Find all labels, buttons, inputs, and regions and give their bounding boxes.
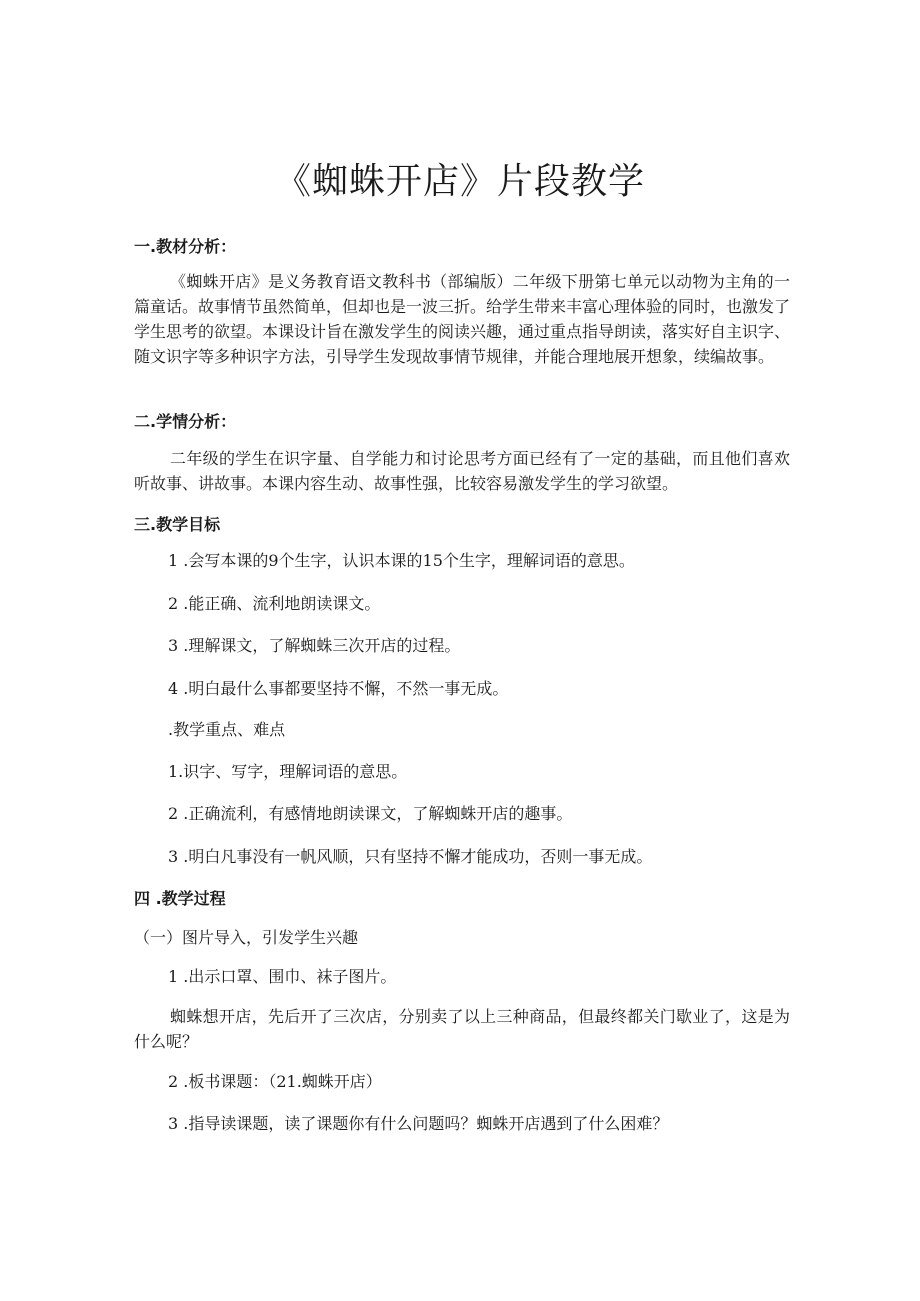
section-heading-textbook-analysis: 一.教材分析： bbox=[134, 237, 237, 256]
section-heading-teaching-process: 四 .教学过程 bbox=[134, 889, 226, 908]
process-item-2: 2 .板书课题：（21.蜘蛛开店） bbox=[168, 1072, 382, 1091]
key-point-item-3: 3 .明白凡事没有一帆风顺，只有坚持不懈才能成功，否则一事无成。 bbox=[168, 847, 653, 866]
paragraph-student-analysis: 二年级的学生在识字量、自学能力和讨论思考方面已经有了一定的基础，而且他们喜欢听故事、讲故事。本课内容生动、故事性强，比较容易激发学生的学习欲望。 bbox=[134, 449, 790, 493]
section-heading-key-points: .教学重点、难点 bbox=[168, 720, 286, 739]
paragraph-process: 蜘蛛想开店，先后开了三次店，分别卖了以上三种商品，但最终都关门歇业了，这是为什么呢？ bbox=[134, 1007, 790, 1051]
key-point-item-2: 2 .正确流利，有感情地朗读课文，了解蜘蛛开店的趣事。 bbox=[168, 804, 573, 823]
process-subheading-1: （一）图片导入，引发学生兴趣 bbox=[134, 928, 359, 947]
process-item-3: 3 .指导读课题，读了课题你有什么问题吗？蜘蛛开店遇到了什么困难？ bbox=[168, 1114, 669, 1133]
section-heading-student-analysis: 二.学情分析： bbox=[134, 412, 237, 431]
goal-item-3: 3 .理解课文，了解蜘蛛三次开店的过程。 bbox=[168, 636, 461, 655]
paragraph-textbook-analysis: 《蜘蛛开店》是义务教育语文教科书（部编版）二年级下册第七单元以动物为主角的一篇童话。故事情节虽然简单，但却也是一波三折。给学生带来丰富心理体验的同时，也激发了学生思考的欲望。本课设计旨在激发学生的阅读兴趣，通过重点指导朗读，落实好自主识字、随文识字等多种识字方法，引导学生发现故事情节规律，并能合理地展开想象，续编故事。 bbox=[134, 272, 791, 366]
goal-item-2: 2 .能正确、流利地朗读课文。 bbox=[168, 594, 381, 613]
process-item-1: 1 .出示口罩、围巾、袜子图片。 bbox=[168, 967, 397, 986]
goal-item-1: 1 .会写本课的9个生字，认识本课的15个生字，理解词语的意思。 bbox=[168, 551, 635, 570]
section-heading-teaching-goals: 三.教学目标 bbox=[134, 515, 221, 534]
goal-item-4: 4 .明白最什么事都要坚持不懈，不然一事无成。 bbox=[168, 679, 509, 698]
key-point-item-1: 1.识字、写字，理解词语的意思。 bbox=[168, 762, 408, 781]
page-title: 《蜘蛛开店》片段教学 bbox=[274, 161, 645, 202]
